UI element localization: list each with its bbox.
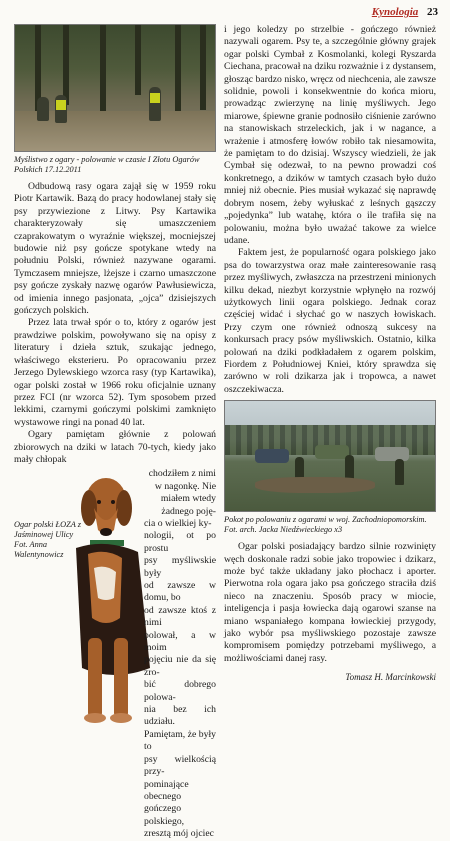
paragraph: Ogar polski posiadający bardzo silnie rozwinięty węch doskonale radzi sobie jako tropowiec i dzikarz, może być także układany jako płochacz i aporter. Pierwotna rola ogara jako psa gończego straciła dziś nieco na znaczeniu. Sposób pracy w miocie, inteligencja i pasja łowiecka dają ogarowi szanse na miano wspaniałego kompana łowieckiej przygody, jako wybór psa myśliwskiego pozostaje zawsze kompromisem pomiędzy potrzebami myśliwego, a możliwościami danej rasy. xyxy=(224,541,436,664)
hunting-photo xyxy=(14,24,216,152)
text-line: w nagonkę. Nie xyxy=(154,480,216,492)
text-line: Pamiętam, że były to xyxy=(144,728,216,753)
section-title: Kynologia xyxy=(371,6,419,18)
text-line: cia o wielkiej ky- xyxy=(144,517,212,529)
text-line: chodziłem z nimi xyxy=(148,468,216,480)
text-line: psy wielkością przy- xyxy=(144,753,216,778)
wrapped-text xyxy=(144,468,216,840)
dog-photo-block xyxy=(14,468,216,840)
text-line: pominające obecnego xyxy=(144,778,189,802)
text-line: pojęciu nie da się zro- xyxy=(144,654,216,678)
paragraph: Odbudową rasy ogara zajął się w 1959 roku Piotr Kartawik. Bazą do pracy hodowlanej stały się psy przywiezione z Litwy. Psy Kartawika charakteryzowały się umaszczeniem czaprakowatym o wyraźnie większej, mocniejszej budowie niż psy gończe spotykane wtedy na południu Polski, również nazywane ogarami. Tymczasem mniejsze, lżejsze i czarno umaszczone psy gończe zyskały nazwę ogarów Pawłusiewicza, od imienia innego pasjonata, „ojca” dzisiejszych gończych polskich. xyxy=(14,181,216,317)
hunt-result-caption: Pokot po polowaniu z ogarami w woj. Zachodniopomorskim. Fot. arch. Jacka Niedźwieckiego x3 xyxy=(224,515,427,535)
text-line: polował, a w moim xyxy=(144,629,216,654)
text-line: nia bez ich udziału. xyxy=(144,704,216,728)
text-line: psy myśliwskie były xyxy=(144,555,216,579)
text-line: od zawsze ktoś z nimi xyxy=(144,604,216,629)
author-signature: Tomasz H. Marcinkowski xyxy=(345,672,436,683)
dog-photo-caption: Ogar polski ŁOZA z Jaśminowej Ulicy Fot. Anna Walentynowicz xyxy=(14,520,81,560)
text-line: nologii, ot po prostu xyxy=(144,530,216,554)
page-number: 23 xyxy=(427,6,438,18)
paragraph: Ogary pamiętam głównie z polowań zbiorowych na dziki w latach 70-tych, kiedy jako mały chłopak xyxy=(14,429,216,465)
hunting-photo-caption: Myślistwo z ogary - polowanie w czasie I Złotu Ogarów Polskich 17.12.2011 xyxy=(14,155,200,174)
paragraph: i jego koledzy po strzelbie - gończego również nazywali ogarem. Psy te, a szczególnie główny grajek ogar polski Cymbał z Kosmolanki, kolegi Ryszarda Ciechana, pracował na dziku rozważnie i z dystansem, głosząc bardzo nisko, wręcz od niechcenia, ale zawsze solidnie, powoli i konsekwentnie do końca mioru, prowadząc zwierzynę na linię myśliwych. Jego miarowe, śpiewne granie podnosiło ciśnienie zarówno na stanowiskach strzeleckich, jak i w nagance, a wrażenie i atmosferę łowów robiło tak niesamowita, że pamiętam to do dzisiaj. Wszyscy wiedzieli, że jak Cymbał się odezwał, to na pewno prowadzi coś konkretnego, a dzików w tamtych czasach było dużo mniej niż obecnie. Pies musiał wykazać się naprawdę dobrym nosem, żeby wyłuskać z leśnych gąszczy „pojedynka” lub watahę, która o ile trafiła się na polowaniu, można było uważać takowe za wielce udane. xyxy=(224,24,436,246)
paragraph: Faktem jest, że popularność ogara polskiego jako psa do towarzystwa oraz małe zainteresowanie rasą przez myśliwych, zwłaszcza na przestrzeni minionych kilku dekad, niezbyt korzystnie wpłynęło na rozwój użytkowych linii ogara polskiego. Jednak coraz częściej widać i słychać go w naszych łowiskach. Przy czym one również odnoszą sukcesy na konkursach pracy psów myśliwskich. Ostatnio, kilka polowań na dziki podkładałem z ogarem polskim, Fiordem z Południowej Kniei, który sprawdza się zarówno w roli dzikarza jak i tropowca, a nawet oszczekiwacza. xyxy=(224,247,436,395)
text-line: gończego polskiego, xyxy=(144,803,185,827)
right-column xyxy=(224,24,436,684)
page-header xyxy=(372,6,438,18)
paragraph: Przez lata trwał spór o to, który z ogarów jest prawdziwe polskim, powoływano się na opisy z literatury i dzieła sztuk, szukając jednego, właściwego eksterieru. Po opracowaniu przez Jerzego Dylewskiego wzorca rasy (typ Kartawika), ogar polski został w 1966 roku oficjalnie uznany przez FCI (nr wzorca 52). Tym sposobem przed lekkimi, czarnymi gończymi polskimi zamknięto wystawowe ringi na ponad 40 lat. xyxy=(14,317,216,428)
text-line: żadnego poję- xyxy=(161,505,216,517)
hunt-result-photo xyxy=(224,400,436,512)
text-line: zresztą mój ojciec xyxy=(144,828,214,840)
text-line: od zawsze w domu, bo xyxy=(144,580,216,604)
left-column xyxy=(14,24,216,840)
text-line: bić dobrego polowa- xyxy=(144,679,216,703)
text-line: miałem wtedy xyxy=(160,493,216,505)
